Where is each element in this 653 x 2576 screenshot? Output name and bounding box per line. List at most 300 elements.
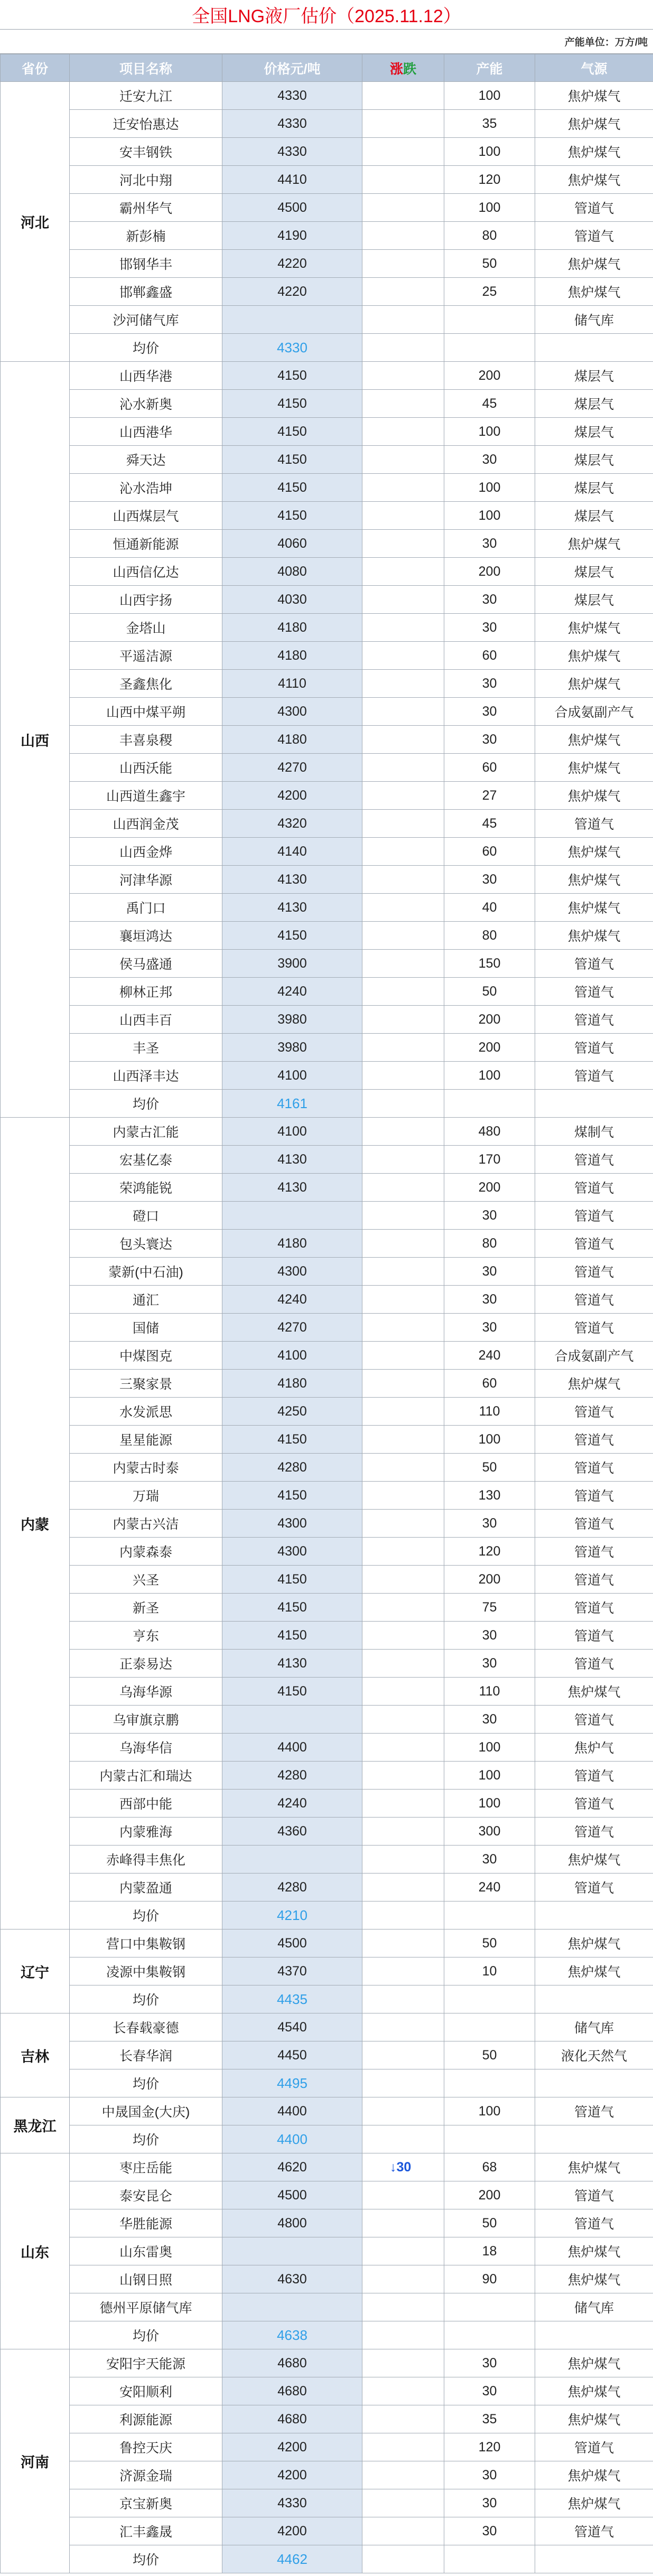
project-name: 乌审旗京鹏 xyxy=(70,1706,222,1734)
source-cell: 焦炉煤气 xyxy=(535,2377,653,2405)
change-cell xyxy=(362,390,444,418)
table-row xyxy=(1,194,653,222)
price-cell: 4270 xyxy=(222,754,362,782)
capacity-cell: 100 xyxy=(444,502,535,530)
source-cell: 管道气 xyxy=(535,1790,653,1818)
project-name: 新圣 xyxy=(70,1594,222,1622)
capacity-cell: 100 xyxy=(444,138,535,166)
change-cell xyxy=(362,1818,444,1846)
price-cell: 4240 xyxy=(222,1286,362,1314)
capacity-cell xyxy=(444,2125,535,2153)
average-row xyxy=(1,1090,653,1118)
price-cell: 4280 xyxy=(222,1762,362,1790)
source-cell: 管道气 xyxy=(535,1426,653,1454)
capacity-cell: 100 xyxy=(444,474,535,502)
source-cell: 管道气 xyxy=(535,222,653,250)
table-row xyxy=(1,1957,653,1985)
capacity-cell: 30 xyxy=(444,670,535,698)
change-cell xyxy=(362,1650,444,1678)
change-cell xyxy=(362,2069,444,2097)
price-cell: 4150 xyxy=(222,418,362,446)
project-name: 丰喜泉稷 xyxy=(70,726,222,754)
source-cell: 焦炉煤气 xyxy=(535,2461,653,2489)
price-cell: 4140 xyxy=(222,838,362,866)
project-name: 沙河储气库 xyxy=(70,306,222,334)
source-cell xyxy=(535,334,653,362)
project-name: 赤峰得丰焦化 xyxy=(70,1846,222,1874)
table-row xyxy=(1,2265,653,2293)
capacity-cell: 90 xyxy=(444,2265,535,2293)
source-cell: 管道气 xyxy=(535,1538,653,1566)
price-cell: 4130 xyxy=(222,866,362,894)
capacity-cell: 75 xyxy=(444,1594,535,1622)
capacity-cell: 110 xyxy=(444,1678,535,1706)
table-row xyxy=(1,1426,653,1454)
project-name: 汇丰鑫晟 xyxy=(70,2517,222,2545)
price-cell: 4110 xyxy=(222,670,362,698)
source-cell: 液化天然气 xyxy=(535,2041,653,2069)
price-cell: 4300 xyxy=(222,698,362,726)
source-cell: 焦炉煤气 xyxy=(535,726,653,754)
capacity-cell: 50 xyxy=(444,978,535,1006)
price-cell: 4300 xyxy=(222,1258,362,1286)
project-name: 内蒙古汇能 xyxy=(70,1118,222,1146)
price-cell: 4270 xyxy=(222,1314,362,1342)
project-name: 沁水新奥 xyxy=(70,390,222,418)
table-row xyxy=(1,1370,653,1398)
table-row xyxy=(1,558,653,586)
capacity-cell: 10 xyxy=(444,1957,535,1985)
change-cell xyxy=(362,1090,444,1118)
average-price: 4210 xyxy=(222,1901,362,1929)
capacity-cell xyxy=(444,2293,535,2321)
source-cell: 焦炉煤气 xyxy=(535,642,653,670)
project-name: 京宝新奥 xyxy=(70,2489,222,2517)
change-cell xyxy=(362,1370,444,1398)
project-name: 山西港华 xyxy=(70,418,222,446)
source-cell: 管道气 xyxy=(535,1762,653,1790)
header-source: 气源 xyxy=(535,54,653,82)
table-row xyxy=(1,1762,653,1790)
source-cell: 管道气 xyxy=(535,1286,653,1314)
change-cell xyxy=(362,726,444,754)
table-row xyxy=(1,502,653,530)
change-cell xyxy=(362,2237,444,2265)
capacity-cell: 200 xyxy=(444,1006,535,1034)
table-row xyxy=(1,614,653,642)
source-cell: 煤层气 xyxy=(535,502,653,530)
province-cell: 河北 xyxy=(1,82,70,362)
project-name: 营口中集鞍钢 xyxy=(70,1929,222,1957)
title-row xyxy=(0,0,653,30)
capacity-cell: 110 xyxy=(444,1398,535,1426)
capacity-cell: 68 xyxy=(444,2153,535,2181)
table-row xyxy=(1,390,653,418)
capacity-cell: 30 xyxy=(444,1314,535,1342)
price-cell: 4200 xyxy=(222,2517,362,2545)
source-cell: 焦炉气 xyxy=(535,1734,653,1762)
change-cell xyxy=(362,810,444,838)
source-cell: 焦炉煤气 xyxy=(535,1678,653,1706)
project-name: 山西泽丰达 xyxy=(70,1062,222,1090)
project-name: 亨东 xyxy=(70,1622,222,1650)
project-name: 襄垣鸿达 xyxy=(70,922,222,950)
average-price: 4638 xyxy=(222,2321,362,2349)
source-cell: 焦炉煤气 xyxy=(535,250,653,278)
project-name: 安阳顺利 xyxy=(70,2377,222,2405)
change-cell xyxy=(362,642,444,670)
table-row xyxy=(1,1929,653,1957)
province-cell: 河南 xyxy=(1,2349,70,2573)
table-row xyxy=(1,754,653,782)
source-cell xyxy=(535,2545,653,2573)
project-name: 圣鑫焦化 xyxy=(70,670,222,698)
average-row xyxy=(1,2545,653,2573)
average-price: 4462 xyxy=(222,2545,362,2573)
price-cell: 4180 xyxy=(222,726,362,754)
capacity-cell: 35 xyxy=(444,2405,535,2433)
capacity-cell: 30 xyxy=(444,2461,535,2489)
average-price: 4400 xyxy=(222,2125,362,2153)
change-cell xyxy=(362,278,444,306)
province-cell: 内蒙 xyxy=(1,1118,70,1929)
table-row xyxy=(1,1874,653,1901)
change-cell xyxy=(362,1510,444,1538)
capacity-cell: 240 xyxy=(444,1342,535,1370)
capacity-cell: 60 xyxy=(444,642,535,670)
project-name: 德州平原储气库 xyxy=(70,2293,222,2321)
change-cell xyxy=(362,250,444,278)
price-cell: 4150 xyxy=(222,474,362,502)
project-name: 山西煤层气 xyxy=(70,502,222,530)
source-cell: 管道气 xyxy=(535,1482,653,1510)
project-name: 乌海华信 xyxy=(70,1734,222,1762)
header-capacity: 产能 xyxy=(444,54,535,82)
capacity-cell: 200 xyxy=(444,2181,535,2209)
source-cell: 煤层气 xyxy=(535,474,653,502)
project-name: 山西丰百 xyxy=(70,1006,222,1034)
table-row xyxy=(1,1734,653,1762)
project-name: 河津华源 xyxy=(70,866,222,894)
average-row xyxy=(1,2069,653,2097)
table-row xyxy=(1,1034,653,1062)
change-cell xyxy=(362,2461,444,2489)
average-row xyxy=(1,2321,653,2349)
price-cell: 4060 xyxy=(222,530,362,558)
source-cell: 管道气 xyxy=(535,1062,653,1090)
average-label: 均价 xyxy=(70,2069,222,2097)
capacity-cell: 40 xyxy=(444,894,535,922)
province-cell: 山东 xyxy=(1,2153,70,2349)
source-cell: 焦炉煤气 xyxy=(535,2265,653,2293)
change-cell xyxy=(362,2517,444,2545)
source-cell: 管道气 xyxy=(535,1622,653,1650)
change-cell xyxy=(362,530,444,558)
change-cell: ↓30 xyxy=(362,2153,444,2181)
table-row xyxy=(1,446,653,474)
table-body xyxy=(1,82,653,2573)
table-row xyxy=(1,2433,653,2461)
table-row xyxy=(1,1174,653,1202)
capacity-cell: 80 xyxy=(444,222,535,250)
source-cell: 焦炉煤气 xyxy=(535,866,653,894)
change-cell xyxy=(362,474,444,502)
project-name: 兴圣 xyxy=(70,1566,222,1594)
project-name: 山西道生鑫宇 xyxy=(70,782,222,810)
table-row xyxy=(1,782,653,810)
price-cell: 4500 xyxy=(222,194,362,222)
change-cell xyxy=(362,306,444,334)
price-cell: 4200 xyxy=(222,2433,362,2461)
table-row xyxy=(1,362,653,390)
price-cell: 4130 xyxy=(222,894,362,922)
change-cell xyxy=(362,2433,444,2461)
header-change-up: 涨 xyxy=(389,61,403,77)
project-name: 新彭楠 xyxy=(70,222,222,250)
header-name: 项目名称 xyxy=(70,54,222,82)
change-cell xyxy=(362,194,444,222)
change-cell xyxy=(362,1146,444,1174)
source-cell: 焦炉煤气 xyxy=(535,278,653,306)
table-row xyxy=(1,1006,653,1034)
price-cell: 4330 xyxy=(222,2489,362,2517)
source-cell: 合成氨副产气 xyxy=(535,1342,653,1370)
project-name: 中煤图克 xyxy=(70,1342,222,1370)
price-cell: 4100 xyxy=(222,1062,362,1090)
change-cell xyxy=(362,586,444,614)
price-cell: 4150 xyxy=(222,1622,362,1650)
source-cell xyxy=(535,2321,653,2349)
source-cell xyxy=(535,1985,653,2013)
capacity-cell xyxy=(444,2545,535,2573)
project-name: 星星能源 xyxy=(70,1426,222,1454)
project-name: 凌源中集鞍钢 xyxy=(70,1957,222,1985)
capacity-cell: 300 xyxy=(444,1818,535,1846)
price-cell: 4100 xyxy=(222,1118,362,1146)
price-cell: 4130 xyxy=(222,1650,362,1678)
capacity-cell: 150 xyxy=(444,950,535,978)
table-row xyxy=(1,726,653,754)
source-cell: 焦炉煤气 xyxy=(535,2405,653,2433)
price-cell: 4330 xyxy=(222,82,362,110)
project-name: 通汇 xyxy=(70,1286,222,1314)
change-cell xyxy=(362,334,444,362)
change-cell xyxy=(362,1566,444,1594)
price-cell: 4330 xyxy=(222,110,362,138)
table-row xyxy=(1,1258,653,1286)
source-cell: 管道气 xyxy=(535,1034,653,1062)
project-name: 山西宇扬 xyxy=(70,586,222,614)
table-row xyxy=(1,166,653,194)
price-cell: 4800 xyxy=(222,2209,362,2237)
source-cell: 管道气 xyxy=(535,950,653,978)
table-row xyxy=(1,2181,653,2209)
table-row xyxy=(1,2013,653,2041)
header-change-down: 跌 xyxy=(403,61,417,77)
price-cell: 4250 xyxy=(222,1398,362,1426)
table-row xyxy=(1,2377,653,2405)
average-row xyxy=(1,334,653,362)
capacity-cell: 30 xyxy=(444,530,535,558)
price-cell: 4150 xyxy=(222,1426,362,1454)
source-cell: 焦炉煤气 xyxy=(535,530,653,558)
source-cell: 焦炉煤气 xyxy=(535,922,653,950)
source-cell: 焦炉煤气 xyxy=(535,670,653,698)
price-cell: 3980 xyxy=(222,1006,362,1034)
change-cell xyxy=(362,1790,444,1818)
price-cell: 4150 xyxy=(222,1482,362,1510)
project-name: 邯钢华丰 xyxy=(70,250,222,278)
source-cell: 煤层气 xyxy=(535,586,653,614)
change-cell xyxy=(362,1426,444,1454)
price-cell: 4150 xyxy=(222,922,362,950)
project-name: 包头寰达 xyxy=(70,1230,222,1258)
table-row xyxy=(1,586,653,614)
capacity-cell: 30 xyxy=(444,1650,535,1678)
change-cell xyxy=(362,1706,444,1734)
capacity-cell: 120 xyxy=(444,1538,535,1566)
price-cell: 4680 xyxy=(222,2349,362,2377)
capacity-cell: 50 xyxy=(444,2041,535,2069)
table-row xyxy=(1,1510,653,1538)
source-cell: 管道气 xyxy=(535,1874,653,1901)
change-cell xyxy=(362,1901,444,1929)
price-cell: 4280 xyxy=(222,1454,362,1482)
change-cell xyxy=(362,1874,444,1901)
average-row xyxy=(1,1985,653,2013)
source-cell: 焦炉煤气 xyxy=(535,782,653,810)
source-cell: 管道气 xyxy=(535,2209,653,2237)
table-row xyxy=(1,222,653,250)
table-row xyxy=(1,1790,653,1818)
capacity-cell: 30 xyxy=(444,1258,535,1286)
unit-row xyxy=(0,30,653,54)
capacity-cell: 200 xyxy=(444,362,535,390)
capacity-cell: 30 xyxy=(444,866,535,894)
change-cell xyxy=(362,1062,444,1090)
source-cell: 焦炉煤气 xyxy=(535,754,653,782)
change-cell xyxy=(362,922,444,950)
table-row xyxy=(1,1482,653,1510)
change-cell xyxy=(362,502,444,530)
table-row xyxy=(1,2461,653,2489)
table-row xyxy=(1,1398,653,1426)
source-cell: 焦炉煤气 xyxy=(535,838,653,866)
price-cell: 4200 xyxy=(222,782,362,810)
table-row xyxy=(1,1230,653,1258)
price-cell: 4400 xyxy=(222,2097,362,2125)
capacity-cell: 240 xyxy=(444,1874,535,1901)
table-row xyxy=(1,2517,653,2545)
capacity-cell xyxy=(444,1985,535,2013)
capacity-cell: 100 xyxy=(444,418,535,446)
price-cell xyxy=(222,2237,362,2265)
price-cell: 3980 xyxy=(222,1034,362,1062)
source-cell: 储气库 xyxy=(535,306,653,334)
price-cell: 4220 xyxy=(222,278,362,306)
capacity-cell: 30 xyxy=(444,1706,535,1734)
average-row xyxy=(1,2125,653,2153)
change-cell xyxy=(362,754,444,782)
source-cell: 焦炉煤气 xyxy=(535,82,653,110)
change-cell xyxy=(362,2349,444,2377)
table-row xyxy=(1,278,653,306)
change-cell xyxy=(362,1230,444,1258)
table-row xyxy=(1,2349,653,2377)
source-cell: 储气库 xyxy=(535,2013,653,2041)
project-name: 舜天达 xyxy=(70,446,222,474)
price-cell: 4370 xyxy=(222,1957,362,1985)
project-name: 宏基亿泰 xyxy=(70,1146,222,1174)
average-price: 4495 xyxy=(222,2069,362,2097)
table-row xyxy=(1,250,653,278)
source-cell: 煤层气 xyxy=(535,446,653,474)
price-cell: 4680 xyxy=(222,2405,362,2433)
table-row xyxy=(1,1314,653,1342)
project-name: 济源金瑞 xyxy=(70,2461,222,2489)
source-cell: 焦炉煤气 xyxy=(535,2153,653,2181)
project-name: 山西信亿达 xyxy=(70,558,222,586)
capacity-cell: 30 xyxy=(444,2349,535,2377)
price-cell: 4180 xyxy=(222,642,362,670)
price-cell: 4080 xyxy=(222,558,362,586)
change-cell xyxy=(362,698,444,726)
project-name: 山西华港 xyxy=(70,362,222,390)
average-label: 均价 xyxy=(70,334,222,362)
average-price: 4330 xyxy=(222,334,362,362)
capacity-cell: 200 xyxy=(444,1566,535,1594)
project-name: 国储 xyxy=(70,1314,222,1342)
change-cell xyxy=(362,1398,444,1426)
change-cell xyxy=(362,1678,444,1706)
capacity-cell: 30 xyxy=(444,1286,535,1314)
capacity-cell: 50 xyxy=(444,1454,535,1482)
change-cell xyxy=(362,222,444,250)
change-cell xyxy=(362,1342,444,1370)
project-name: 恒通新能源 xyxy=(70,530,222,558)
table-row xyxy=(1,474,653,502)
source-cell: 管道气 xyxy=(535,1566,653,1594)
capacity-cell: 27 xyxy=(444,782,535,810)
price-cell: 4540 xyxy=(222,2013,362,2041)
project-name: 蒙新(中石油) xyxy=(70,1258,222,1286)
change-cell xyxy=(362,2013,444,2041)
table-row xyxy=(1,1454,653,1482)
table-row xyxy=(1,1706,653,1734)
price-cell: 4180 xyxy=(222,1230,362,1258)
capacity-cell: 30 xyxy=(444,698,535,726)
project-name: 柳林正邦 xyxy=(70,978,222,1006)
capacity-cell: 60 xyxy=(444,1370,535,1398)
change-cell xyxy=(362,614,444,642)
table-row xyxy=(1,1650,653,1678)
source-cell: 管道气 xyxy=(535,1314,653,1342)
change-cell xyxy=(362,2321,444,2349)
source-cell: 煤层气 xyxy=(535,362,653,390)
source-cell: 焦炉煤气 xyxy=(535,138,653,166)
price-cell: 4180 xyxy=(222,614,362,642)
table-row xyxy=(1,2153,653,2181)
capacity-cell xyxy=(444,2069,535,2097)
change-cell xyxy=(362,2041,444,2069)
project-name: 枣庄岳能 xyxy=(70,2153,222,2181)
change-cell xyxy=(362,1929,444,1957)
table-row xyxy=(1,82,653,110)
project-name: 安阳宇天能源 xyxy=(70,2349,222,2377)
table-row xyxy=(1,1118,653,1146)
capacity-cell: 200 xyxy=(444,558,535,586)
capacity-cell: 18 xyxy=(444,2237,535,2265)
